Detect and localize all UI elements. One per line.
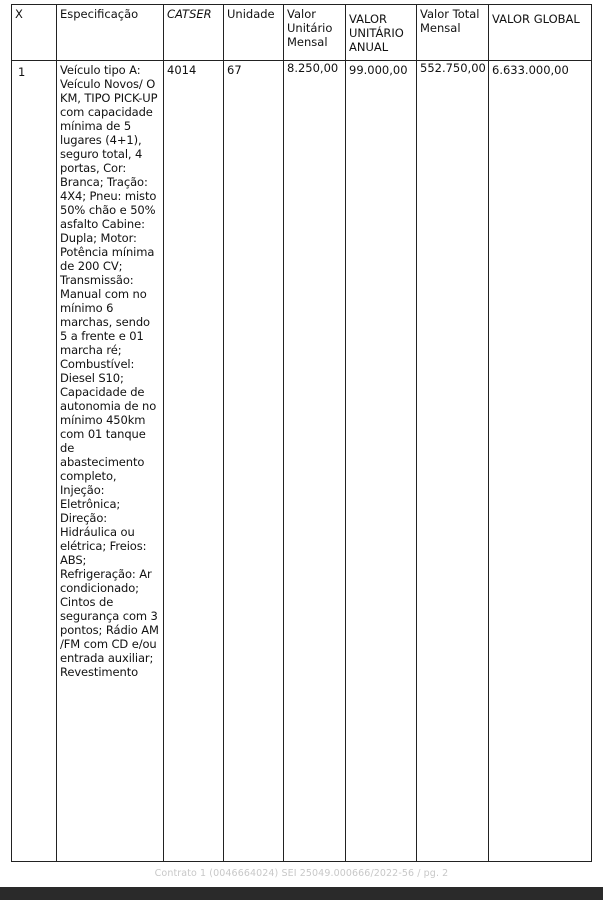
row-valor-global: 6.633.000,00 — [489, 61, 592, 862]
header-valor-total-mensal: Valor Total Mensal — [417, 5, 489, 61]
header-valor-unitario-anual: VALOR UNITÁRIO ANUAL — [346, 5, 417, 61]
row-valor-total-mensal: 552.750,00 — [417, 61, 489, 862]
viewer-bottom-bar — [0, 887, 603, 900]
header-catser: CATSER — [164, 5, 224, 61]
row-catser: 4014 — [164, 61, 224, 862]
header-unidade: Unidade — [224, 5, 284, 61]
header-valor-unitario-mensal: Valor Unitário Mensal — [284, 5, 346, 61]
row-unidade: 67 — [224, 61, 284, 862]
row-item-number: 1 — [12, 61, 57, 862]
page-footer: Contrato 1 (0046664024) SEI 25049.000666/2022-56 / pg. 2 — [154, 868, 449, 879]
specification-table — [11, 4, 592, 862]
table-header-row — [12, 5, 592, 61]
row-especificacao: Veículo tipo A: Veículo Novos/ O KM, TIPO PICK-UP com capacidade mínima de 5 lugares (4+1), seguro total, 4 portas, Cor: Branca; Tração: 4X4; Pneu: misto 50% chão e 50% asfalto Cabine: Dupla; Motor: Potência mínima de 200 CV; Transmissão: Manual com no mínimo 6 marchas, sendo 5 a frente e 01 marcha ré; Combustível: Diesel S10; Capacidade de autonomia de no mínimo 450km com 01 tanque de abastecimento completo, Injeção: Eletrônica; Direção: Hidráulica ou elétrica; Freios: ABS; Refrigeração: Ar condicionado; Cintos de segurança com 3 pontos; Rádio AM /FM com CD e/ou entrada auxiliar; Revestimento — [57, 61, 164, 862]
header-valor-global: VALOR GLOBAL — [489, 5, 592, 61]
row-valor-unitario-anual: 99.000,00 — [346, 61, 417, 862]
row-valor-unitario-mensal: 8.250,00 — [284, 61, 346, 862]
header-especificacao: Especificação — [57, 5, 164, 61]
header-x: X — [12, 5, 57, 61]
table-row — [12, 61, 592, 862]
